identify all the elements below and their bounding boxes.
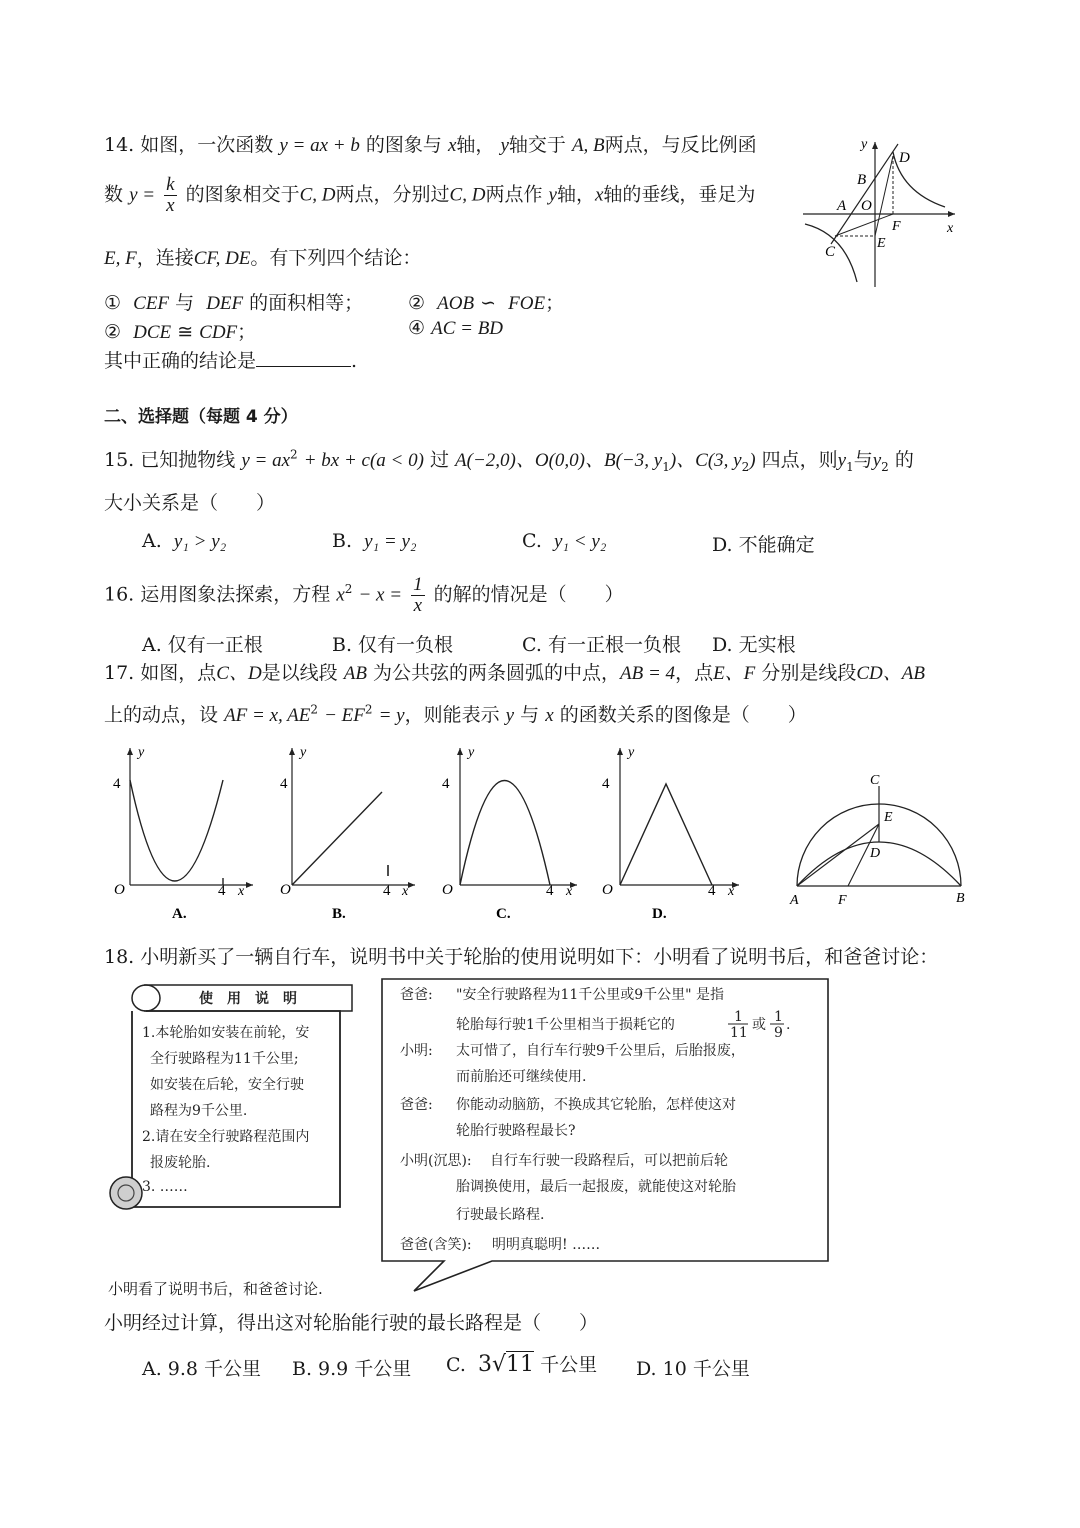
dialog-speaker: 爸爸(含笑): — [400, 1237, 472, 1253]
q16-eq: − x = — [358, 584, 403, 606]
dialog-text: 自行车行驶一段路程后，可以把前后轮 — [490, 1153, 728, 1169]
y-tick: 4 — [280, 776, 288, 792]
q17-graph-a[interactable] — [108, 742, 258, 924]
q17-text: ，点 — [675, 662, 714, 684]
frac-num: 1 — [734, 1009, 743, 1025]
q14-text: 两点，与反比例函 — [604, 134, 757, 156]
x-tick: 4 — [218, 883, 226, 899]
q15-option-b[interactable] — [332, 530, 417, 553]
fig-label: A — [790, 893, 799, 908]
q17-eq: AF = x, AE — [224, 705, 311, 726]
q17-text: 上的动点，设 — [104, 704, 219, 726]
q14-var: x — [594, 184, 604, 206]
similar-symbol: ∽ — [480, 292, 497, 314]
q17-eq: − EF — [324, 705, 365, 726]
q15-text: 过 — [429, 449, 449, 471]
option-unit: 千公里 — [540, 1354, 598, 1376]
option-value: y₁ < y₂ — [554, 531, 607, 552]
q14-text: 两点作 — [485, 183, 543, 206]
q14-line3 — [104, 243, 421, 270]
circled-number: ② — [104, 321, 122, 343]
x-tick: 4 — [383, 883, 391, 899]
q16-option-c[interactable]: C. 有一正根一负根 — [522, 634, 681, 656]
q14-conclusion-2 — [408, 288, 564, 315]
section-title: 二、选择题（每题 4 分） — [104, 407, 298, 427]
q17-var: AB — [343, 663, 367, 684]
frac-den: x — [413, 594, 423, 616]
origin-label: O — [280, 882, 291, 898]
q14-figure — [795, 132, 965, 292]
q15-line2: 大小关系是（ ） — [104, 492, 276, 514]
q17-text: 与 — [520, 704, 540, 726]
fig-label: D — [899, 150, 910, 166]
q14-text: 的面积相等； — [249, 292, 364, 314]
q18-caption: 小明看了说明书后，和爸爸讨论. — [108, 1280, 323, 1298]
option-letter: C. — [522, 530, 542, 552]
q14-text: ，连接 — [136, 247, 194, 269]
fig-label: O — [861, 198, 872, 214]
q15-text: 的 — [894, 449, 914, 471]
q18-dialog-bubble — [374, 975, 834, 1300]
q16-option-b[interactable]: B. 仅有一负根 — [332, 634, 454, 656]
dialog-text: 轮胎行驶路程最长? — [456, 1123, 576, 1139]
q17-var: x — [545, 705, 554, 726]
fig-label: E — [884, 810, 893, 825]
q17-graph-d[interactable] — [594, 742, 744, 924]
q16-line — [104, 575, 624, 616]
graph-label: C. — [496, 906, 511, 922]
dialog-text: 行驶最长路程. — [456, 1207, 545, 1223]
dialog-speaker: 小明(沉思): — [400, 1153, 472, 1169]
fig-label: D — [870, 846, 881, 861]
q14-text: 轴交于 — [508, 134, 566, 156]
radical-coefficient: 3 — [478, 1352, 492, 1377]
q15-option-d[interactable]: D. 不能确定 — [712, 534, 815, 556]
dialog-text: 轮胎每行驶1千公里相当于损耗它的 — [456, 1017, 675, 1033]
q17-graph-b[interactable] — [270, 742, 420, 924]
q14-var: x — [447, 135, 457, 156]
q14-conclusion-1 — [104, 288, 363, 315]
origin-label: O — [442, 882, 453, 898]
q17-text: 17. 如图，点 — [104, 662, 217, 684]
q15-var: y — [837, 450, 847, 471]
axis-label: x — [566, 884, 573, 899]
q16-eq: x — [336, 584, 345, 606]
axis-label: y — [138, 745, 145, 760]
q17-text: 为公共弦的两条圆弧的中点， — [373, 662, 621, 684]
q16-fraction — [411, 575, 425, 616]
option-value: y₁ > y₂ — [173, 531, 227, 552]
q14-text: 两点，分别过 — [335, 183, 450, 206]
graph-label: A. — [172, 906, 187, 922]
q15-line1: 15. 已知抛物线 $y = ax^2$ + bx + c(a < 0) 过 A(−2,0)、O(0,0)、B(−3, $y_1$)、C(3, $y_2$) 四点，则$y_1$与$y_2$ 的 — [104, 447, 914, 474]
congruent-symbol: ≅ — [177, 321, 194, 343]
q14-text: 其中正确的结论是 — [104, 350, 257, 372]
option-letter: B. — [332, 530, 353, 552]
frac-num: 1 — [413, 574, 423, 595]
superscript: 2 — [364, 702, 373, 717]
q18-scroll-illustration — [104, 975, 364, 1215]
q14-text: 与 — [175, 292, 195, 314]
q14-conclusion-3 — [104, 317, 256, 344]
q15-text: 与 — [853, 449, 873, 471]
scroll-line: 路程为9千公里. — [150, 1103, 248, 1119]
q17-text: ，则能表示 — [404, 704, 500, 726]
graph-label: B. — [332, 906, 346, 922]
q14-var: y — [500, 135, 509, 156]
frac-den: 9 — [774, 1025, 783, 1041]
q17-var: C、D — [216, 663, 262, 684]
q14-fraction — [164, 175, 176, 216]
q15-var: y — [872, 450, 882, 471]
dialog-speaker: 小明: — [400, 1043, 433, 1059]
q18-line1: 18. 小明新买了一辆自行车，说明书中关于轮胎的使用说明如下：小明看了说明书后，和爸爸讨论： — [104, 946, 939, 968]
q16-text: 16. 运用图象法探索，方程 — [104, 583, 331, 606]
q17-var: E、F — [713, 663, 756, 684]
q15-option-c[interactable] — [522, 530, 606, 553]
q15-points: ) — [749, 450, 756, 471]
y-tick: 4 — [442, 776, 450, 792]
dialog-text: 明明真聪明! …… — [492, 1237, 601, 1253]
q16-option-d[interactable]: D. 无实根 — [712, 634, 796, 656]
y-tick: 4 — [602, 776, 610, 792]
scroll-line: 全行驶路程为11千公里; — [150, 1051, 299, 1067]
fig-label: F — [892, 219, 901, 234]
q14-text: 数 — [104, 183, 124, 206]
fig-label: C — [870, 773, 880, 788]
fig-label: B — [956, 891, 965, 906]
scroll-line: 如安装在后轮，安全行驶 — [150, 1077, 304, 1093]
fig-label: A — [837, 198, 847, 214]
q14-text: 的图象与 — [365, 134, 442, 156]
superscript: 2 — [344, 582, 353, 597]
q14-line2 — [104, 175, 755, 216]
q15-text: 四点，则 — [761, 449, 838, 471]
axis-label: y — [300, 745, 307, 760]
answer-blank[interactable] — [256, 366, 351, 367]
option-value: y₁ = y₂ — [364, 531, 417, 552]
dialog-text: "安全行驶路程为11千公里或9千公里" 是指 — [456, 987, 725, 1003]
q14-text: 轴， — [556, 183, 595, 206]
option-letter: A. — [142, 530, 162, 552]
dialog-speaker: 爸爸: — [400, 987, 433, 1003]
circled-number: ① — [104, 292, 122, 314]
q14-text: 的图象相交于 — [185, 183, 300, 206]
axis-label: x — [402, 884, 409, 899]
dialog-text: . — [786, 1017, 791, 1033]
q14-answer-line — [104, 346, 357, 373]
fig-label: F — [838, 893, 847, 908]
x-tick: 4 — [708, 883, 716, 899]
q14-var: AOB — [437, 293, 475, 314]
q17-text: 的函数关系的图像是（ ） — [559, 704, 807, 726]
origin-label: O — [114, 882, 125, 898]
axis-label: x — [238, 884, 245, 899]
q17-var: CD、AB — [856, 663, 925, 684]
q17-text: 分别是线段 — [761, 662, 857, 684]
q14-linear-eq: y = ax + b — [279, 135, 360, 156]
q14-text: ； — [545, 292, 565, 314]
q14-text: . — [351, 350, 358, 372]
sqrt-icon: √ — [492, 1352, 507, 1377]
q17-arc-figure — [786, 768, 972, 910]
q17-text: 是以线段 — [261, 662, 338, 684]
frac-num: k — [166, 174, 175, 195]
dialog-text: 胎调换使用，最后一起报废，就能使这对轮胎 — [456, 1179, 736, 1195]
q14-var: CF, DE — [193, 248, 251, 269]
q18-option-c[interactable] — [446, 1350, 597, 1377]
q17-eq: = y — [378, 705, 405, 726]
q18-option-b[interactable]: B. 9.9 千公里 — [292, 1358, 412, 1380]
circled-number: ② — [408, 292, 426, 314]
q14-var: AC = BD — [431, 318, 504, 339]
axis-label: y — [628, 745, 635, 760]
q14-text: ； — [237, 321, 257, 343]
q14-text: 轴的垂线，垂足为 — [603, 183, 756, 206]
superscript: 2 — [310, 702, 319, 717]
axis-label: x — [728, 884, 735, 899]
q15-eq: + bx + c(a < 0) — [303, 450, 424, 471]
q15-text: 15. 已知抛物线 — [104, 449, 236, 471]
q15-points: )、C(3, y — [669, 450, 742, 471]
q17-graph-c[interactable] — [432, 742, 582, 924]
q18-option-a[interactable]: A. 9.8 千公里 — [142, 1358, 262, 1380]
frac-den: 11 — [730, 1025, 748, 1041]
q16-text: 的解的情况是（ ） — [433, 583, 624, 606]
superscript: 2 — [290, 447, 298, 462]
fig-label: C — [825, 244, 836, 260]
q17-eq: AB = 4 — [620, 663, 676, 684]
frac-den: x — [166, 194, 175, 216]
x-tick: 4 — [546, 883, 554, 899]
q14-var: y — [548, 184, 557, 206]
dialog-text: 或 — [752, 1017, 766, 1033]
fig-label: y — [861, 137, 868, 152]
dialog-text: 而前胎还可继续使用. — [456, 1069, 587, 1085]
dialog-text: 你能动动脑筋，不换成其它轮胎，怎样使这对 — [456, 1097, 736, 1113]
dialog-speaker: 爸爸: — [400, 1097, 433, 1113]
q14-var: A, B — [571, 135, 605, 156]
fig-label: B — [857, 172, 867, 188]
graph-label: D. — [652, 906, 667, 922]
option-letter: C. — [446, 1354, 466, 1376]
q14-text: 14. 如图，一次函数 — [104, 134, 274, 156]
scroll-line: 2.请在安全行驶路程范围内 — [142, 1129, 310, 1145]
q14-text: 轴， — [456, 134, 495, 156]
q14-var: CEF — [133, 293, 170, 314]
q14-line1 — [104, 130, 757, 157]
q17-line1 — [104, 658, 925, 685]
axis-label: y — [468, 745, 475, 760]
q14-var: y = — [129, 184, 156, 206]
q18-option-d[interactable]: D. 10 千公里 — [636, 1358, 750, 1380]
y-tick: 4 — [113, 776, 121, 792]
q15-eq: y = ax — [241, 450, 290, 471]
q14-conclusion-4 — [408, 317, 503, 340]
scroll-line: 报废轮胎. — [150, 1155, 211, 1171]
scroll-line: 1.本轮胎如安装在前轮，安 — [142, 1025, 310, 1041]
radicand: 11 — [506, 1352, 535, 1377]
q14-var: FOE — [508, 293, 546, 314]
q18-question: 小明经过计算，得出这对轮胎能行驶的最长路程是（ ） — [104, 1312, 599, 1334]
q17-line2 — [104, 700, 807, 727]
q15-option-a[interactable] — [142, 530, 226, 553]
q16-option-a[interactable]: A. 仅有一正根 — [142, 634, 263, 656]
fig-label: x — [947, 221, 954, 236]
q15-points: A(−2,0)、O(0,0)、B(−3, y — [455, 450, 663, 471]
q17-var: y — [505, 705, 515, 726]
q14-var: E, F — [104, 248, 137, 269]
q14-var: C, D — [299, 184, 336, 206]
fig-label: E — [877, 236, 886, 251]
q14-var: DCE — [133, 322, 172, 343]
frac-num: 1 — [774, 1009, 783, 1025]
origin-label: O — [602, 882, 613, 898]
q14-var: CDF — [199, 322, 238, 343]
q14-text: 。有下列四个结论： — [250, 247, 422, 269]
q14-var: DEF — [206, 293, 244, 314]
scroll-title: 使 用 说 明 — [199, 991, 297, 1007]
dialog-text: 太可惜了，自行车行驶9千公里后，后胎报废， — [456, 1043, 745, 1059]
circled-number: ④ — [408, 317, 426, 339]
scroll-line: 3. …… — [142, 1179, 188, 1195]
q14-var: C, D — [449, 184, 486, 206]
